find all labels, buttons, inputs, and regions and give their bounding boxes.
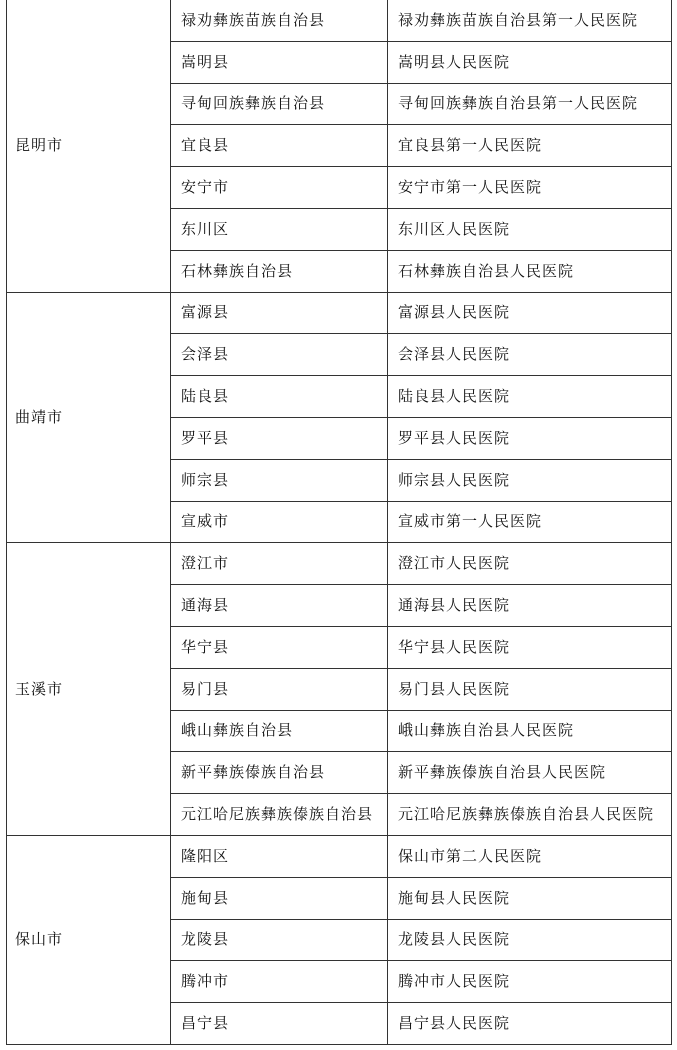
county-cell: 师宗县 bbox=[171, 459, 388, 501]
hospital-cell: 安宁市第一人民医院 bbox=[388, 167, 672, 209]
county-cell: 通海县 bbox=[171, 585, 388, 627]
county-cell: 富源县 bbox=[171, 292, 388, 334]
hospital-cell: 会泽县人民医院 bbox=[388, 334, 672, 376]
county-cell: 罗平县 bbox=[171, 417, 388, 459]
table-row bbox=[7, 543, 672, 585]
hospital-cell: 嵩明县人民医院 bbox=[388, 41, 672, 83]
county-cell: 新平彝族傣族自治县 bbox=[171, 752, 388, 794]
hospital-cell: 易门县人民医院 bbox=[388, 668, 672, 710]
hospital-cell: 寻甸回族彝族自治县第一人民医院 bbox=[388, 83, 672, 125]
table-row bbox=[7, 0, 672, 41]
county-cell: 嵩明县 bbox=[171, 41, 388, 83]
hospital-cell: 宜良县第一人民医院 bbox=[388, 125, 672, 167]
county-cell: 元江哈尼族彝族傣族自治县 bbox=[171, 794, 388, 836]
city-cell: 保山市 bbox=[7, 835, 171, 1044]
hospital-cell: 昌宁县人民医院 bbox=[388, 1003, 672, 1045]
hospital-cell: 元江哈尼族彝族傣族自治县人民医院 bbox=[388, 794, 672, 836]
county-cell: 石林彝族自治县 bbox=[171, 250, 388, 292]
table-row bbox=[7, 292, 672, 334]
hospital-cell: 龙陵县人民医院 bbox=[388, 919, 672, 961]
hospital-cell: 施甸县人民医院 bbox=[388, 877, 672, 919]
hospital-table bbox=[6, 0, 672, 1045]
hospital-cell: 禄劝彝族苗族自治县第一人民医院 bbox=[388, 0, 672, 41]
county-cell: 施甸县 bbox=[171, 877, 388, 919]
hospital-cell: 峨山彝族自治县人民医院 bbox=[388, 710, 672, 752]
county-cell: 宣威市 bbox=[171, 501, 388, 543]
hospital-cell: 富源县人民医院 bbox=[388, 292, 672, 334]
hospital-cell: 通海县人民医院 bbox=[388, 585, 672, 627]
hospital-table-body bbox=[7, 0, 672, 1044]
table-row bbox=[7, 835, 672, 877]
county-cell: 寻甸回族彝族自治县 bbox=[171, 83, 388, 125]
hospital-cell: 新平彝族傣族自治县人民医院 bbox=[388, 752, 672, 794]
hospital-cell: 罗平县人民医院 bbox=[388, 417, 672, 459]
county-cell: 东川区 bbox=[171, 208, 388, 250]
county-cell: 华宁县 bbox=[171, 626, 388, 668]
hospital-cell: 华宁县人民医院 bbox=[388, 626, 672, 668]
hospital-cell: 澄江市人民医院 bbox=[388, 543, 672, 585]
county-cell: 宜良县 bbox=[171, 125, 388, 167]
county-cell: 腾冲市 bbox=[171, 961, 388, 1003]
hospital-cell: 石林彝族自治县人民医院 bbox=[388, 250, 672, 292]
county-cell: 昌宁县 bbox=[171, 1003, 388, 1045]
county-cell: 隆阳区 bbox=[171, 835, 388, 877]
hospital-cell: 东川区人民医院 bbox=[388, 208, 672, 250]
hospital-cell: 保山市第二人民医院 bbox=[388, 835, 672, 877]
hospital-cell: 腾冲市人民医院 bbox=[388, 961, 672, 1003]
county-cell: 会泽县 bbox=[171, 334, 388, 376]
county-cell: 陆良县 bbox=[171, 376, 388, 418]
county-cell: 安宁市 bbox=[171, 167, 388, 209]
county-cell: 峨山彝族自治县 bbox=[171, 710, 388, 752]
city-cell: 昆明市 bbox=[7, 0, 171, 292]
hospital-cell: 师宗县人民医院 bbox=[388, 459, 672, 501]
hospital-cell: 陆良县人民医院 bbox=[388, 376, 672, 418]
county-cell: 易门县 bbox=[171, 668, 388, 710]
county-cell: 澄江市 bbox=[171, 543, 388, 585]
hospital-cell: 宣威市第一人民医院 bbox=[388, 501, 672, 543]
county-cell: 禄劝彝族苗族自治县 bbox=[171, 0, 388, 41]
city-cell: 玉溪市 bbox=[7, 543, 171, 836]
city-cell: 曲靖市 bbox=[7, 292, 171, 543]
county-cell: 龙陵县 bbox=[171, 919, 388, 961]
